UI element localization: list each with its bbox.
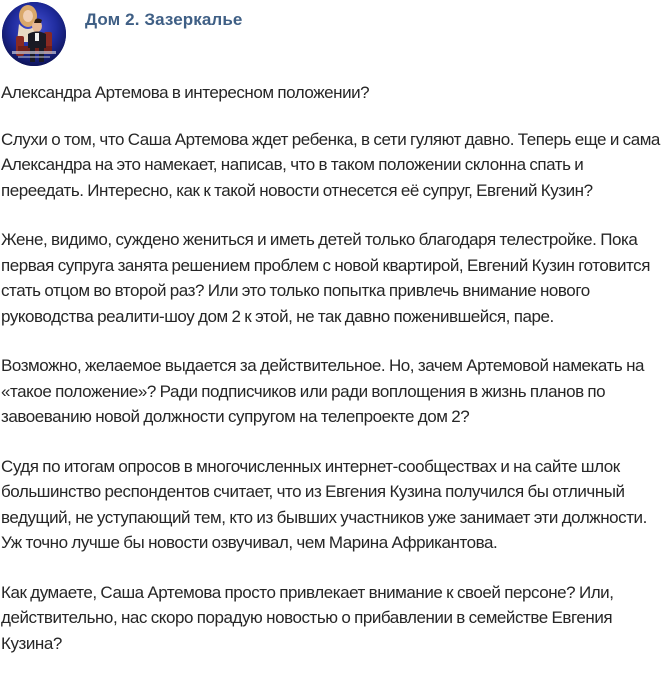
group-avatar[interactable] <box>2 2 66 66</box>
post-header <box>0 0 670 70</box>
post-paragraph: Возможно, желаемое выдается за действительное. Но, зачем Артемовой намекать на «такое положение»? Ради подписчиков или ради воплощения в жизнь планов по завоеванию новой должности супругом на телепроекте дом 2? <box>1 356 645 426</box>
post-paragraph: Жене, видимо, суждено жениться и иметь детей только благодаря телестройке. Пока первая супруга занята решением проблем с новой квартирой, Евгений Кузин готовится стать отцом во второй раз? Или это только попытка привлечь внимание нового руководства реалити-шоу дом 2 к этой, не так давно поженившейся, паре. <box>1 230 650 326</box>
post-paragraph: Слухи о том, что Саша Артемова ждет ребенка, в сети гуляют давно. Теперь еще и сама Александра на это намекает, написав, что в таком положении склонна спать и переедать. Интересно, как к такой новости отнесется её супруг, Евгений Кузин? <box>1 129 660 200</box>
post-headline: Александра Артемова в интересном положении? <box>1 83 370 102</box>
group-avatar-image-icon <box>2 2 66 66</box>
post-paragraph: Как думаете, Саша Артемова просто привлекает внимание к своей персоне? Или, действительно, нас скоро порадую новостью о прибавлении в семействе Евгения Кузина? <box>1 582 614 653</box>
post-text <box>1 80 665 680</box>
group-name-link[interactable]: Дом 2. Зазеркалье <box>85 10 243 29</box>
post-paragraph: Судя по итогам опросов в многочисленных интернет-сообществах и на сайте шлок большинство респондентов считает, что из Евгения Кузина получился бы отличный ведущий, не уступающий тем, кто из бывших участников уже занимает эти должности. Уж точно лучше бы новости озвучивал, чем Марина Африкантова. <box>1 456 647 552</box>
